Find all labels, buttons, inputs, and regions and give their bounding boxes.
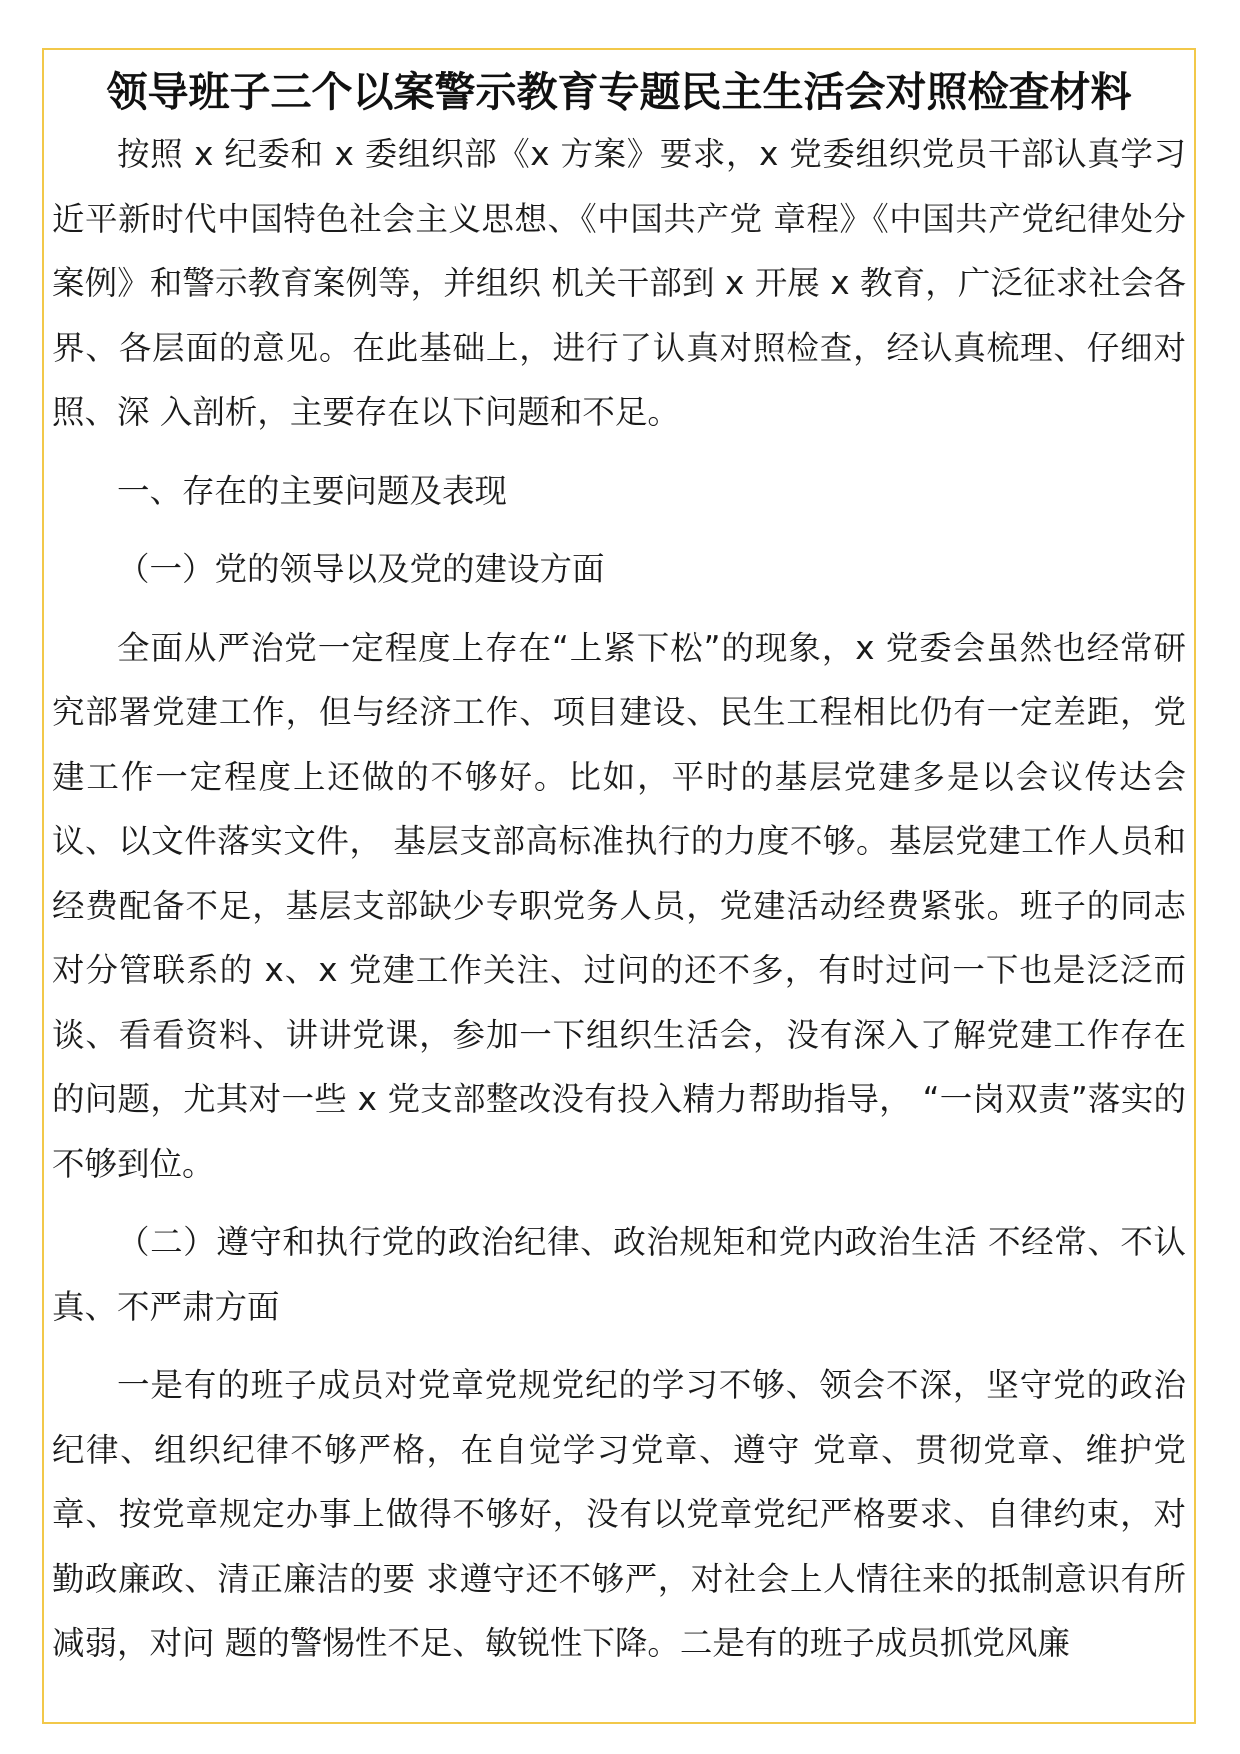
subsection-heading-2: （二）遵守和执行党的政治纪律、政治规矩和党内政治生活 不经常、不认真、不严肃方面 [52,1223,1186,1326]
intro-paragraph: 按照 x 纪委和 x 委组织部《x 方案》要求，x 党委组织党员干部认真学习近平新时代中国特色社会主义思想、《中国共产党 章程》《中国共产党纪律处分案例》和警示教育案例等，并组织 机关干部到 x 开展 x 教育，广泛征求社会各界、各层面的意见。在此基础上，进行了认真对照检查，经认真梳理、仔细对照、深 入剖析，主要存在以下问题和不足。 [52,135,1186,431]
body-paragraph-2: 一是有的班子成员对党章党规党纪的学习不够、领会不深，坚守党的政治纪律、组织纪律不够严格，在自觉学习党章、遵守 党章、贯彻党章、维护党章、按党章规定办事上做得不够好，没有以党章党纪严格要求、自律约束，对勤政廉政、清正廉洁的要 求遵守还不够严，对社会上人情往来的抵制意识有所减弱，对问 题的警惕性不足、敏锐性下降。二是有的班子成员抓党风廉 [52,1366,1186,1662]
document-body [44,122,1194,1676]
page-frame [42,48,1196,1724]
document-title: 领导班子三个以案警示教育专题民主生活会对照检查材料 [106,68,1132,116]
subsection-heading-1: （一）党的领导以及党的建设方面 [117,550,605,588]
section-heading-1: 一、存在的主要问题及表现 [117,471,508,510]
body-paragraph-1: 全面从严治党一定程度上存在“上紧下松”的现象，x 党委会虽然也经常研究部署党建工作，但与经济工作、项目建设、民生工程相比仍有一定差距，党建工作一定程度上还做的不够好。比如，平时的基层党建多是以会议传达会议、以文件落实文件， 基层支部高标准执行的力度不够。基层党建工作人员和经费配备不足，基层支部缺少专职党务人员，党建活动经费紧张。班子的同志对分管联系的 x、x 党建工作关注、过问的还不多，有时过问一下也是泛泛而谈、看看资料、讲讲党课，参加一下组织生活会，没有深入了解党建工作存在的问题，尤其对一些 x 党支部整改没有投入精力帮助指导， “一岗双责”落实的不够到位。 [52,628,1186,1183]
